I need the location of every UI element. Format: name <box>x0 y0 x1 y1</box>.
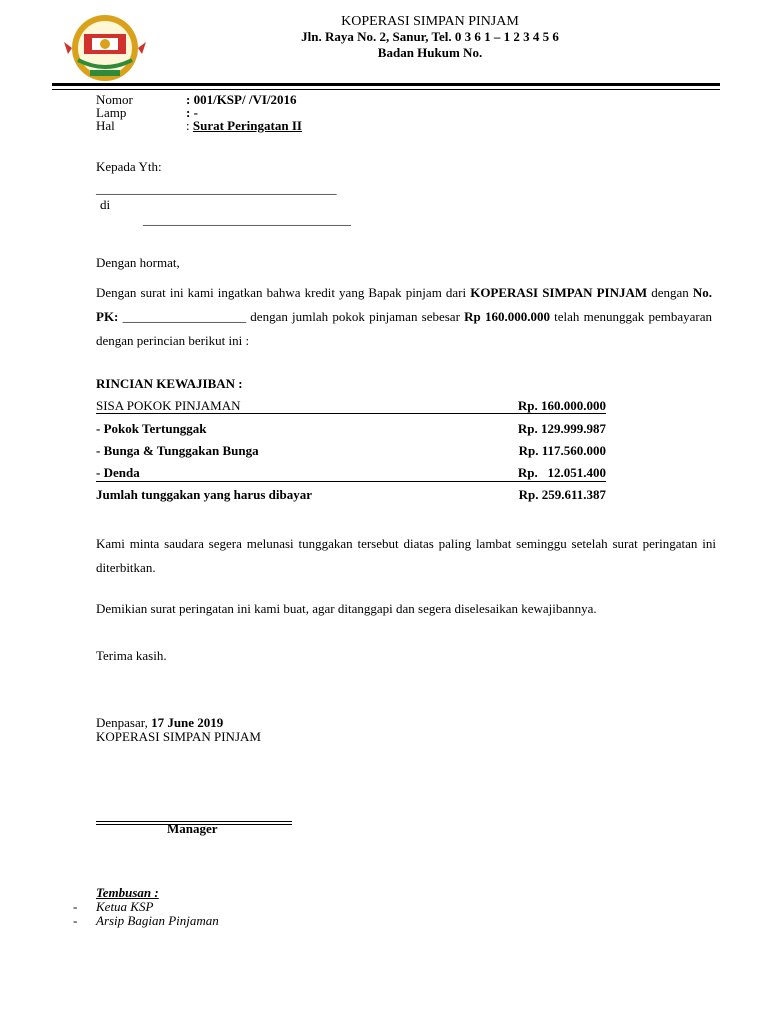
row-label: - Denda <box>96 465 140 480</box>
tembusan-item: Arsip Bagian Pinjaman <box>96 913 219 928</box>
nomor-value: : 001/KSP/ /VI/2016 <box>186 92 297 107</box>
recipient-name-line: _____________________________________ <box>96 181 337 196</box>
p1-pk-label: No. PK: <box>96 285 712 324</box>
salutation: Dengan hormat, <box>96 255 180 270</box>
row-value: Rp. 117.560.000 <box>518 443 606 458</box>
recipient-di: di <box>100 197 111 212</box>
row-value: Rp. 259.611.387 <box>518 487 606 502</box>
opening-paragraph <box>96 281 712 353</box>
recipient-address-line: ________________________________ <box>143 212 351 227</box>
tembusan-item: Ketua KSP <box>96 899 154 914</box>
cooperative-emblem-logo <box>62 12 148 84</box>
table-row-total <box>96 487 606 505</box>
p1-amount: Rp 160.000.000 <box>464 309 550 324</box>
recipient-greeting: Kepada Yth: <box>96 159 162 174</box>
row-label: Jumlah tunggakan yang harus dibayar <box>96 487 313 502</box>
table-row <box>96 443 606 461</box>
place: Denpasar, <box>96 715 152 730</box>
hal-value: Surat Peringatan II <box>192 118 302 133</box>
signature-title: Manager <box>167 821 218 836</box>
hal-field <box>186 118 302 134</box>
hal-label: Hal <box>96 118 115 133</box>
tembusan-dash: - <box>73 913 78 928</box>
org-name: KOPERASI SIMPAN PINJAM <box>341 14 519 29</box>
p1-org: KOPERASI SIMPAN PINJAM <box>470 285 648 300</box>
signature-org: KOPERASI SIMPAN PINJAM <box>96 729 261 744</box>
row-value: Rp. 12.051.400 <box>517 465 606 480</box>
row-value: Rp. 129.999.987 <box>517 421 606 436</box>
p1-text-a: Dengan surat ini kami ingatkan bahwa kredit yang Bapak pinjam dari <box>96 285 471 300</box>
p1-text-b: dengan <box>647 285 693 300</box>
tembusan-heading: Tembusan : <box>96 885 159 900</box>
letterhead-divider-thick <box>52 83 720 86</box>
row-label: - Pokok Tertunggak <box>96 421 207 436</box>
letterhead-divider-thin <box>52 89 720 90</box>
lamp-value: : - <box>186 105 198 120</box>
nomor-label: Nomor <box>96 92 133 107</box>
row-value: Rp. 160.000.000 <box>517 398 606 413</box>
row-label: - Bunga & Tunggakan Bunga <box>96 443 259 458</box>
tembusan-dash: - <box>73 899 78 914</box>
request-paragraph: Kami minta saudara segera melunasi tunggakan tersebut diatas paling lambat seminggu setelah surat peringatan ini diterbitkan. <box>96 536 716 575</box>
rincian-title: RINCIAN KEWAJIBAN : <box>96 376 243 391</box>
table-divider <box>96 413 606 414</box>
org-legal: Badan Hukum No. <box>377 45 483 60</box>
letter-date: 17 June 2019 <box>151 715 224 730</box>
org-address: Jln. Raya No. 2, Sanur, Tel. 0 3 6 1 – 1 2 3 4 5 6 <box>301 29 559 44</box>
thanks-text: Terima kasih. <box>96 648 167 663</box>
p1-text-c: ___________________ dengan jumlah pokok pinjaman sebesar <box>118 309 465 324</box>
p1-text-d: telah menunggak pembayaran dengan perincian berikut ini : <box>96 309 713 348</box>
lamp-label: Lamp <box>96 105 127 120</box>
row-label: SISA POKOK PINJAMAN <box>96 398 241 413</box>
table-divider <box>96 481 606 482</box>
table-row <box>96 421 606 439</box>
closing-paragraph: Demikian surat peringatan ini kami buat, agar ditanggapi dan segera diselesaikan kewajibannya. <box>96 601 597 616</box>
hal-colon: : <box>186 118 193 133</box>
